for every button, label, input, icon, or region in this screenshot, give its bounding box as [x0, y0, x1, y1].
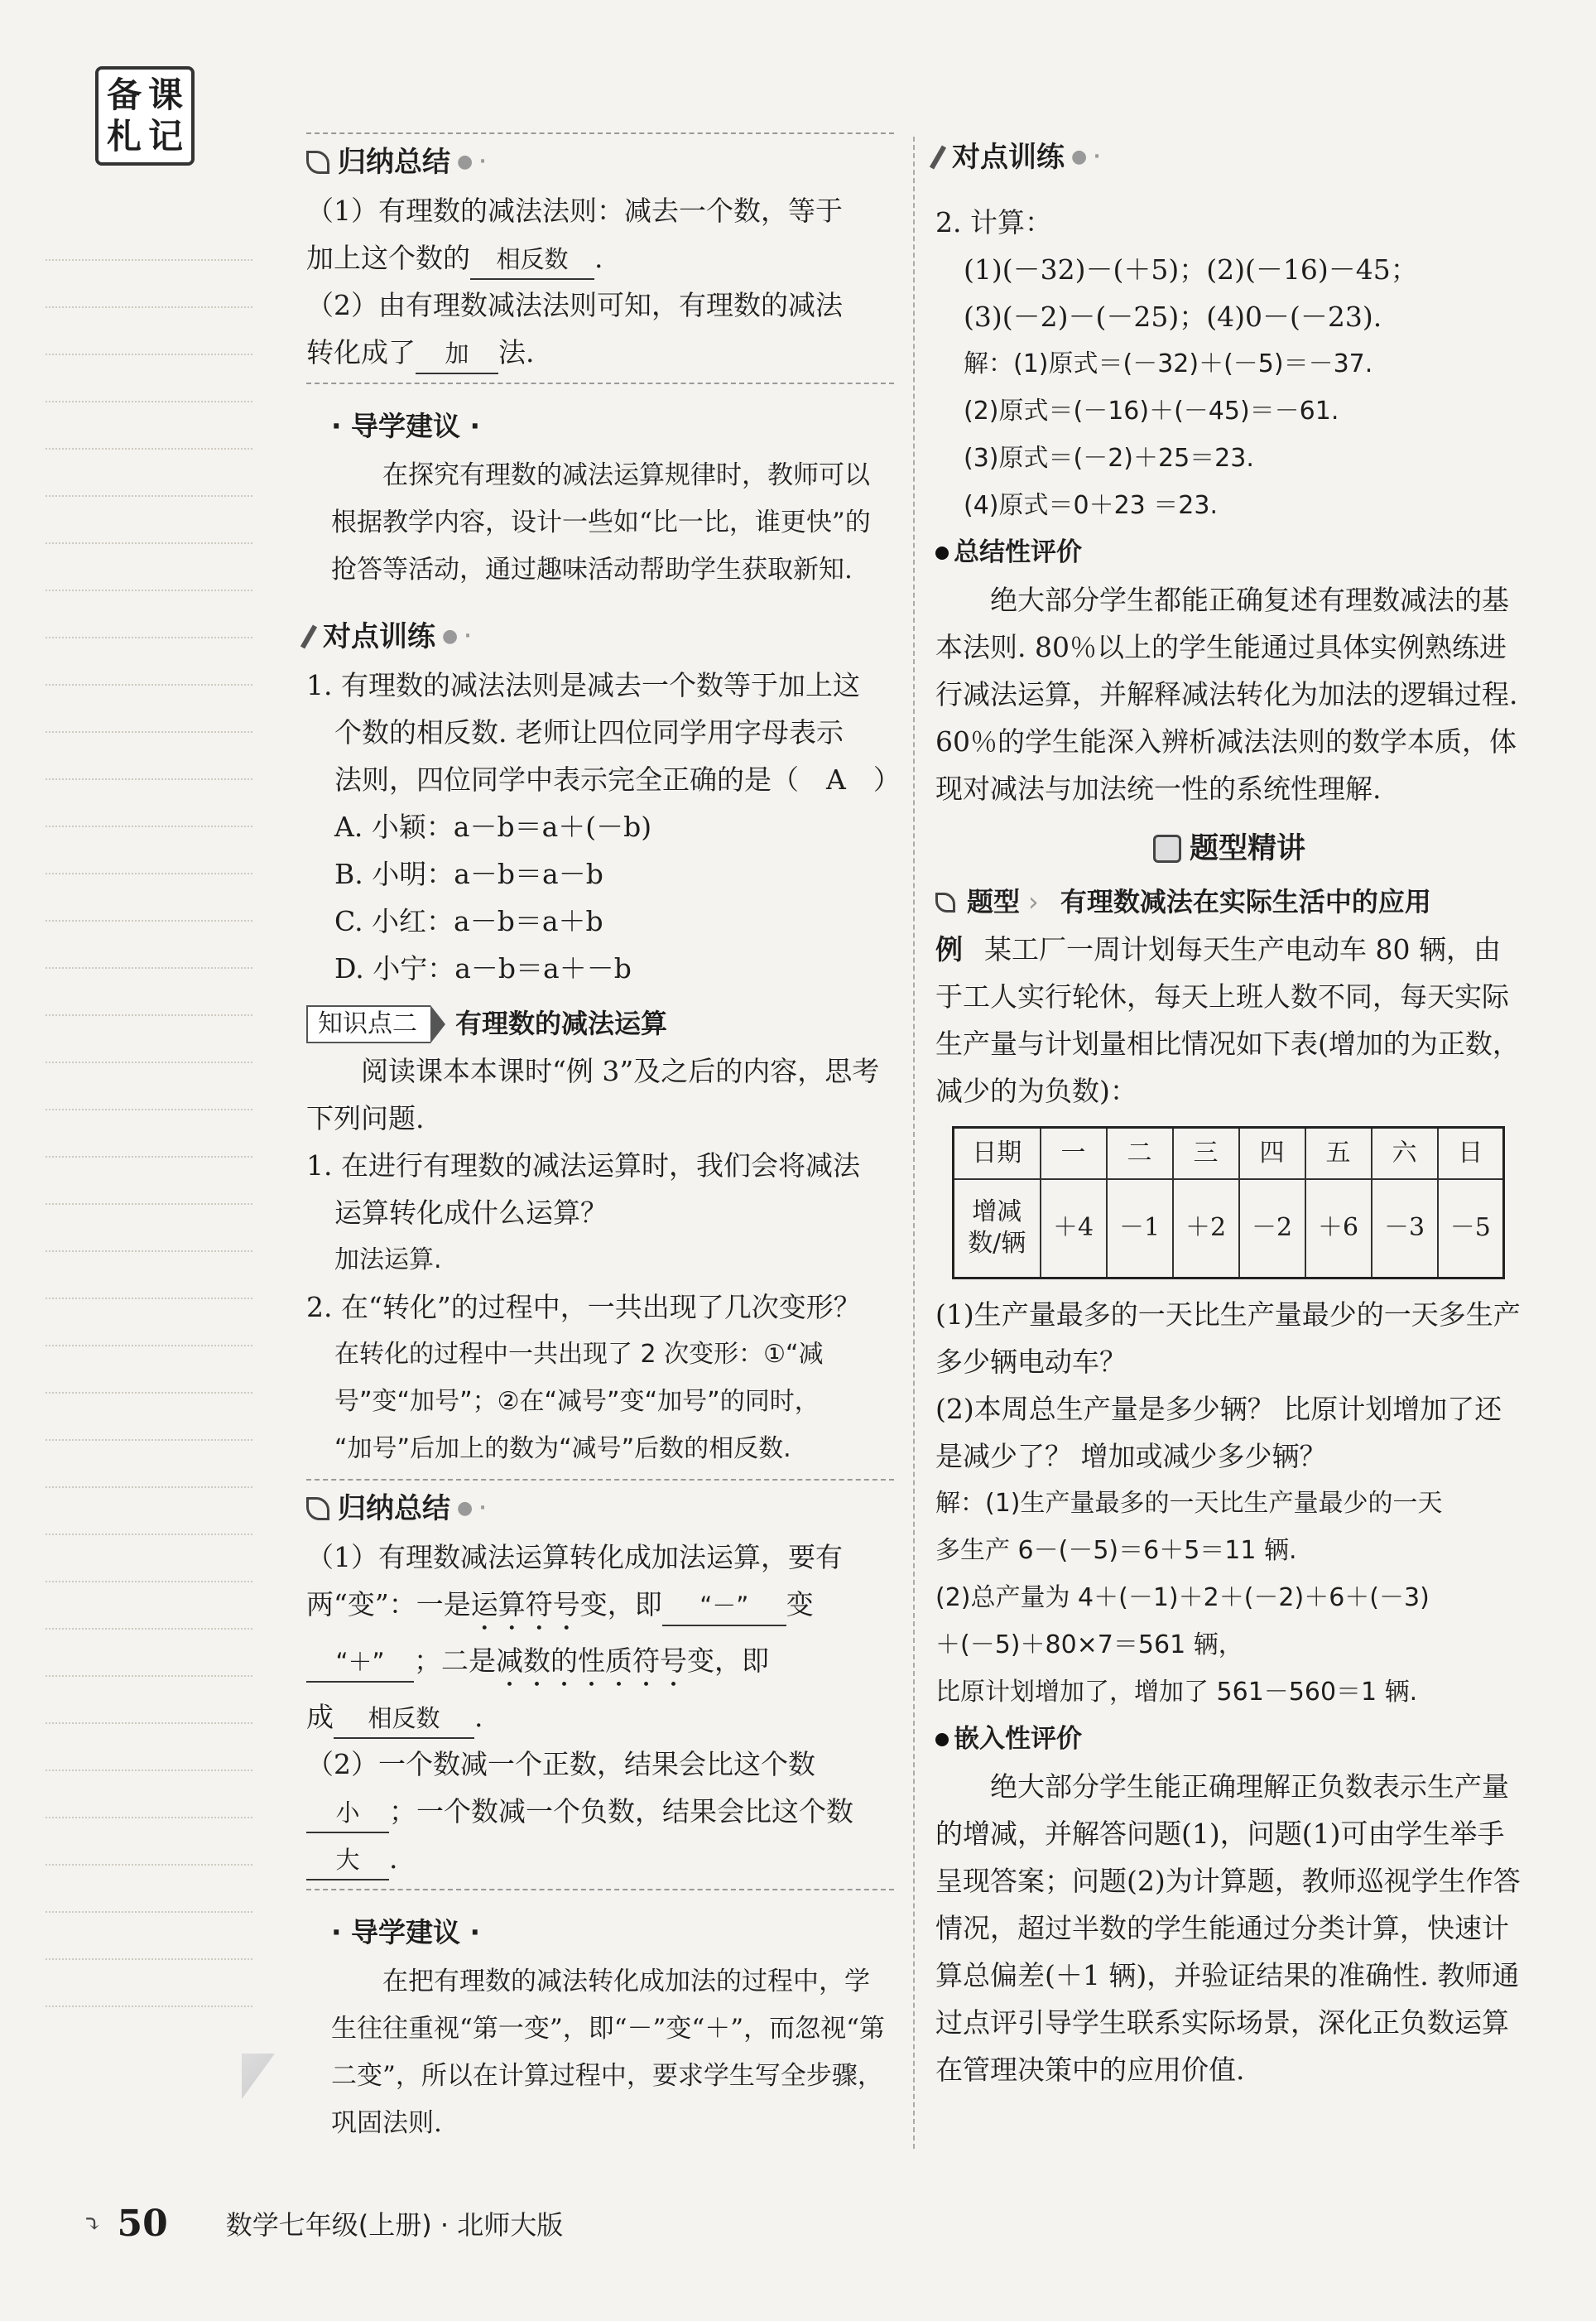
kp-title: 有理数的减法运算 [455, 1008, 668, 1039]
eval-section-1 [935, 529, 1523, 812]
option-b: B. 小明：a－b＝a－b [334, 858, 603, 890]
tab-char: 札 [106, 116, 142, 156]
summary-line: （2）由有理数减法法则可知，有理数的减法 [306, 289, 843, 321]
right-column [935, 132, 1523, 2093]
question-line: 1. 有理数的减法法则是减去一个数等于加上这 [306, 669, 860, 701]
day-cell: 四 [1239, 1128, 1305, 1179]
answer-blank: 加 [416, 335, 498, 374]
solution-line: (2)总产量为 4＋(－1)＋2＋(－2)＋6＋(－3) [935, 1583, 1430, 1612]
question-line: 1. 在进行有理数的减法运算时，我们会将减法 [306, 1149, 860, 1182]
guide-title: · 导学建议 · [331, 1916, 481, 1948]
summary-line: 大 . [306, 1835, 894, 1882]
pen-icon [300, 625, 317, 649]
guide-title: · 导学建议 · [331, 410, 481, 442]
solution-line: (2)原式＝(－16)＋(－45)＝－61. [964, 397, 1339, 426]
solution-line: 多生产 6－(－5)＝6＋5＝11 辆. [935, 1536, 1297, 1565]
table-row [954, 1179, 1504, 1278]
summary-box-1 [306, 132, 894, 384]
summary-box-2 [306, 1479, 894, 1890]
table-header: 日期 [954, 1128, 1041, 1179]
type-title: 有理数减法在实际生活中的应用 [1060, 886, 1431, 917]
table-row [954, 1128, 1504, 1179]
value-cell: ＋4 [1041, 1179, 1107, 1278]
left-column [306, 132, 901, 2147]
answer-text: “加号”后加上的数为“减号”后数的相反数. [334, 1434, 791, 1463]
section-icon [1153, 835, 1181, 863]
section-title: 题型精讲 [935, 819, 1523, 879]
arrow-decoration-icon: ⤵ [83, 2209, 103, 2237]
day-cell: 三 [1173, 1128, 1239, 1179]
solution-line: 解：(1)生产量最多的一天比生产量最少的一天 [935, 1489, 1443, 1518]
notes-lines [46, 214, 252, 2007]
value-cell: ＋2 [1173, 1179, 1239, 1278]
solution-line: (4)原式＝0＋23 ＝23. [964, 491, 1219, 520]
leaf-icon [306, 1497, 329, 1520]
pen-icon [930, 146, 946, 170]
example-text: 例 某工厂一周计划每天生产电动车 80 辆，由于工人实行轮休，每天上班人数不同，每天实际生产量与计划量相比情况如下表(增加的为正数，减少的为负数)： [935, 933, 1520, 1107]
dots-icon: ● · [1071, 147, 1101, 167]
solution-line: (3)原式＝(－2)＋25＝23. [964, 444, 1254, 473]
answer-blank: 小 [306, 1794, 389, 1833]
summary-line: “＋” ；二是减数的性质符号变，即 [306, 1637, 894, 1693]
dots-icon: ● · [457, 152, 487, 172]
summary-header: 归纳总结 ● · [306, 1484, 894, 1534]
summary-line: 成 相反数 . [306, 1693, 894, 1741]
kp-tag: 知识点二 [306, 1005, 430, 1043]
answer-text: 号”变“加号”；②在“减号”变“加号”的同时， [334, 1387, 820, 1416]
notes-tab [95, 66, 195, 166]
solution-block [935, 1480, 1523, 1716]
summary-line: （1）有理数的减法法则：减去一个数，等于 [306, 195, 843, 227]
day-cell: 日 [1438, 1128, 1504, 1179]
day-cell: 六 [1372, 1128, 1438, 1179]
guide-text: 在探究有理数的减法运算规律时，教师可以根据教学内容，设计一些如“比一比，谁更快”的抢答等活动，通过趣味活动帮助学生获取新知. [331, 460, 871, 585]
summary-header: 归纳总结 ● · [306, 137, 894, 187]
answer-blank: 相反数 [470, 240, 594, 280]
question-text: (1)生产量最多的一天比生产量最少的一天多生产多少辆电动车？ [935, 1298, 1521, 1378]
page-corner-decoration [242, 2054, 275, 2099]
leaf-icon [306, 151, 329, 174]
value-cell: －2 [1239, 1179, 1305, 1278]
knowledge-point-2 [306, 1000, 894, 1472]
option-d: D. 小宁：a－b＝a＋－b [334, 952, 632, 985]
answer-blank: “－” [662, 1587, 786, 1626]
kp-intro: 阅读课本本课时“例 3”及之后的内容，思考下列问题. [306, 1055, 880, 1134]
question-line: 个数的相反数. 老师让四位同学用字母表示 [334, 716, 844, 749]
solution-line: 解：(1)原式＝(－32)＋(－5)＝－37. [964, 349, 1373, 378]
drill-section-1 [306, 612, 901, 992]
solution-line: ＋(－5)＋80×7＝561 辆， [935, 1630, 1243, 1659]
day-cell: 五 [1305, 1128, 1372, 1179]
answer-blank: “＋” [306, 1643, 414, 1683]
drill-header: 对点训练 ● · [306, 612, 894, 662]
guide-box-1 [306, 401, 894, 594]
eval-title: 嵌入性评价 [935, 1716, 1523, 1763]
question-line: 2. 计算： [935, 206, 1052, 238]
value-cell: －5 [1438, 1179, 1504, 1278]
page-footer [83, 2194, 563, 2252]
day-cell: 一 [1041, 1128, 1107, 1179]
option-c: C. 小红：a－b＝a＋b [334, 905, 603, 937]
drill-section-2 [935, 132, 1523, 529]
example-label: 例 [935, 933, 963, 965]
dots-icon: ● · [442, 626, 472, 647]
tab-char: 课 [147, 75, 183, 115]
problem-line: (1)(－32)－(＋5)；(2)(－16)－45； [964, 253, 1418, 286]
summary-line: （1）有理数减法运算转化成加法运算，要有 [306, 1541, 843, 1573]
answer-text: 在转化的过程中一共出现了 2 次变形：①“减 [334, 1340, 824, 1369]
guide-box-2 [306, 1907, 894, 2147]
tab-char: 备 [106, 75, 142, 115]
option-a: A. 小颖：a－b＝a＋(－b) [334, 811, 652, 843]
value-cell: －3 [1372, 1179, 1438, 1278]
production-table [952, 1126, 1505, 1279]
answer-blank: 相反数 [334, 1699, 474, 1739]
table-header: 增减 数/辆 [954, 1179, 1041, 1278]
chevron-right-icon: › [1028, 886, 1039, 917]
summary-line: 加上这个数的 相反数 . [306, 234, 894, 282]
leaf-icon [935, 893, 955, 913]
kp-header [306, 1000, 894, 1047]
eval-section-2 [935, 1716, 1523, 2093]
type-header [935, 879, 1523, 926]
summary-line: 小 ；一个数减一个负数，结果会比这个数 [306, 1788, 894, 1835]
eval-title: 总结性评价 [935, 529, 1523, 576]
value-cell: －1 [1107, 1179, 1173, 1278]
eval-text: 绝大部分学生都能正确复述有理数减法的基本法则. 80％以上的学生能通过具体实例熟练进行减法运算，并解释减法转化为加法的逻辑过程. 60％的学生能深入辨析减法法则的数学本质，体现对减法与加法统一性的系统性理解. [935, 584, 1518, 805]
summary-line: 转化成了 加 法. [306, 329, 894, 376]
answer-text: 加法运算. [334, 1245, 442, 1274]
day-cell: 二 [1107, 1128, 1173, 1179]
question-line: 运算转化成什么运算？ [334, 1197, 608, 1229]
summary-line: 两“变”：一是运算符号变，即 “－” 变 [306, 1581, 894, 1637]
type-label: 题型 [967, 886, 1021, 917]
column-divider [913, 137, 915, 2149]
question-line: 2. 在“转化”的过程中，一共出现了几次变形？ [306, 1291, 861, 1323]
drill-header: 对点训练 ● · [935, 132, 1523, 182]
summary-line: （2）一个数减一个正数，结果会比这个数 [306, 1748, 815, 1780]
question-text: (2)本周总生产量是多少辆？ 比原计划增加了还是减少了？ 增加或减少多少辆？ [935, 1393, 1502, 1472]
guide-text: 在把有理数的减法转化成加法的过程中，学生往往重视“第一变”，即“－”变“＋”，而忽视“第二变”，所以在计算过程中，要求学生写全步骤，巩固法则. [331, 1967, 885, 2138]
page-number: 50 [117, 2202, 168, 2245]
tab-char: 记 [147, 116, 183, 156]
example-block [935, 926, 1523, 1115]
dots-icon: ● · [457, 1498, 487, 1519]
eval-text: 绝大部分学生能正确理解正负数表示生产量的增减，并解答问题(1)，问题(1)可由学生举手呈现答案；问题(2)为计算题，教师巡视学生作答情况，超过半数的学生能通过分类计算，快速计算总偏差(＋1 辆)，并验证结果的准确性. 教师通过点评引导学生联系实际场景，深化正负数运算在管理决策中的应用价值. [935, 1770, 1521, 2086]
book-title: 数学七年级(上册) · 北师大版 [225, 2209, 564, 2241]
problem-line: (3)(－2)－(－25)；(4)0－(－23). [964, 301, 1382, 333]
value-cell: ＋6 [1305, 1179, 1372, 1278]
question-line: 法则，四位同学中表示完全正确的是（ A ） [334, 763, 901, 796]
solution-line: 比原计划增加了，增加了 561－560＝1 辆. [935, 1678, 1418, 1707]
answer-blank: 大 [306, 1841, 389, 1880]
